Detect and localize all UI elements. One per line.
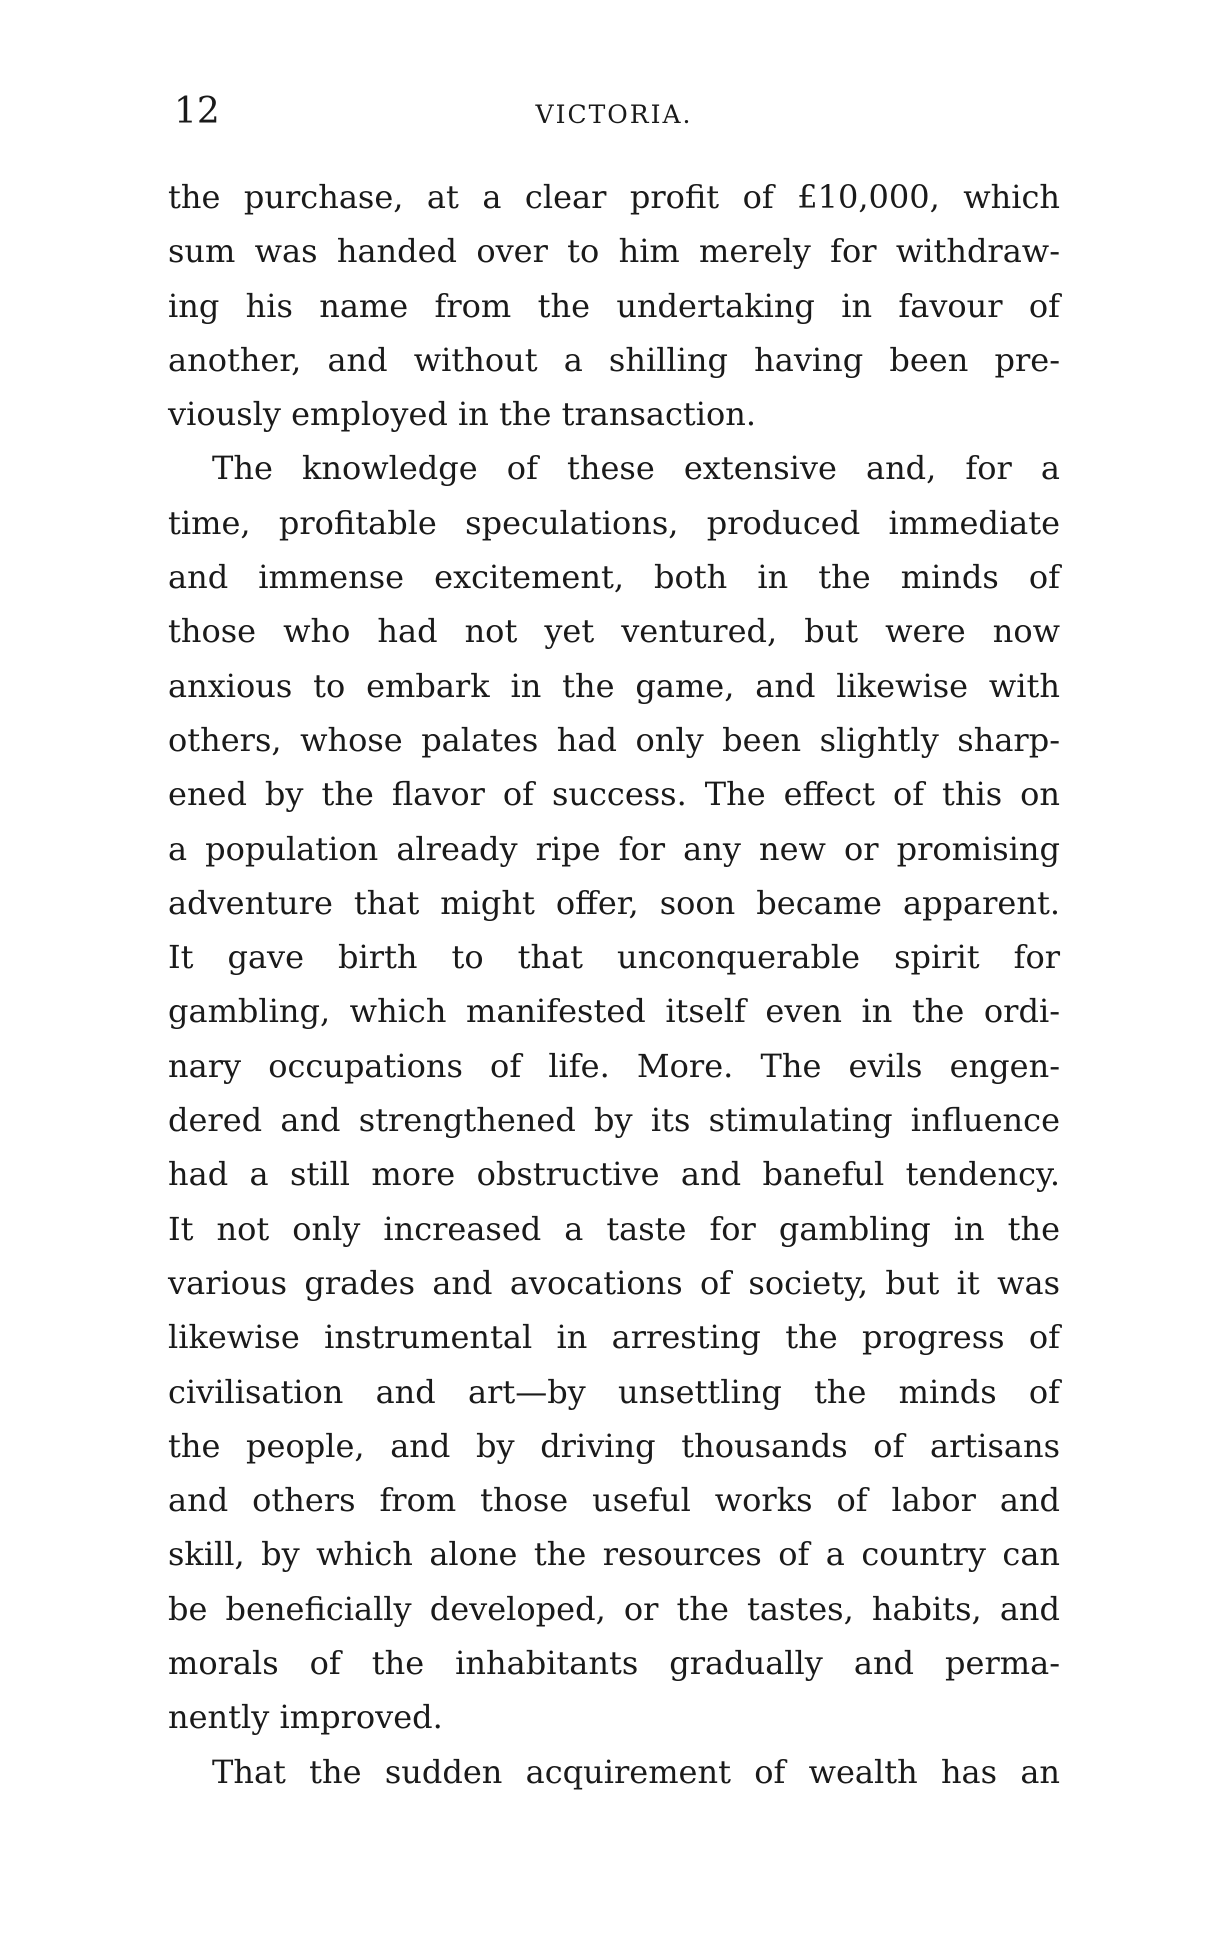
text-line: ing his name from the undertaking in favour of xyxy=(168,286,1060,325)
text-line: sum was handed over to him merely for withdraw- xyxy=(168,232,1060,271)
text-line: gambling, which manifested itself even in the ordi- xyxy=(168,992,1060,1031)
text-line: time, profitable speculations, produced immediate xyxy=(168,503,1060,542)
text-line: a population already ripe for any new or promising xyxy=(168,829,1060,868)
text-line: viously employed in the transaction. xyxy=(168,395,757,434)
text-line: skill, by which alone the resources of a country can xyxy=(168,1535,1060,1574)
running-title: VICTORIA. xyxy=(535,100,693,129)
text-line: be beneficially developed, or the tastes, habits, and xyxy=(168,1589,1060,1628)
text-line: and immense excitement, both in the minds of xyxy=(168,558,1060,597)
body-text xyxy=(168,170,1060,1799)
text-line: likewise instrumental in arresting the progress of xyxy=(168,1318,1060,1357)
text-line: dered and strengthened by its stimulating influence xyxy=(168,1101,1060,1140)
text-line: the purchase, at a clear profit of £10,000, which xyxy=(168,178,1060,216)
text-line: It not only increased a taste for gambling in the xyxy=(168,1209,1060,1248)
text-line: nently improved. xyxy=(168,1698,443,1737)
text-line: ened by the flavor of success. The effect of this on xyxy=(168,775,1060,814)
text-line: The knowledge of these extensive and, for a xyxy=(212,449,1060,488)
text-line: various grades and avocations of society, but it was xyxy=(168,1263,1060,1302)
text-line: That the sudden acquirement of wealth has an xyxy=(212,1752,1060,1791)
text-line: and others from those useful works of labor and xyxy=(168,1481,1060,1520)
text-line: the people, and by driving thousands of artisans xyxy=(168,1426,1060,1465)
text-line: anxious to embark in the game, and likewise with xyxy=(168,666,1060,705)
text-line: adventure that might offer, soon became apparent. xyxy=(168,883,1060,922)
text-line: others, whose palates had only been slightly sharp- xyxy=(168,720,1060,759)
running-head xyxy=(174,92,1054,142)
text-line: nary occupations of life. More. The evils engen- xyxy=(168,1046,1060,1085)
text-line: civilisation and art—by unsettling the minds of xyxy=(168,1372,1060,1411)
text-line: morals of the inhabitants gradually and perma- xyxy=(168,1644,1060,1683)
text-line: another, and without a shilling having been pre- xyxy=(168,340,1060,379)
text-line: It gave birth to that unconquerable spirit for xyxy=(168,938,1060,977)
text-line: had a still more obstructive and baneful tendency. xyxy=(168,1155,1060,1194)
text-line: those who had not yet ventured, but were now xyxy=(168,612,1060,651)
page-number: 12 xyxy=(174,91,220,132)
